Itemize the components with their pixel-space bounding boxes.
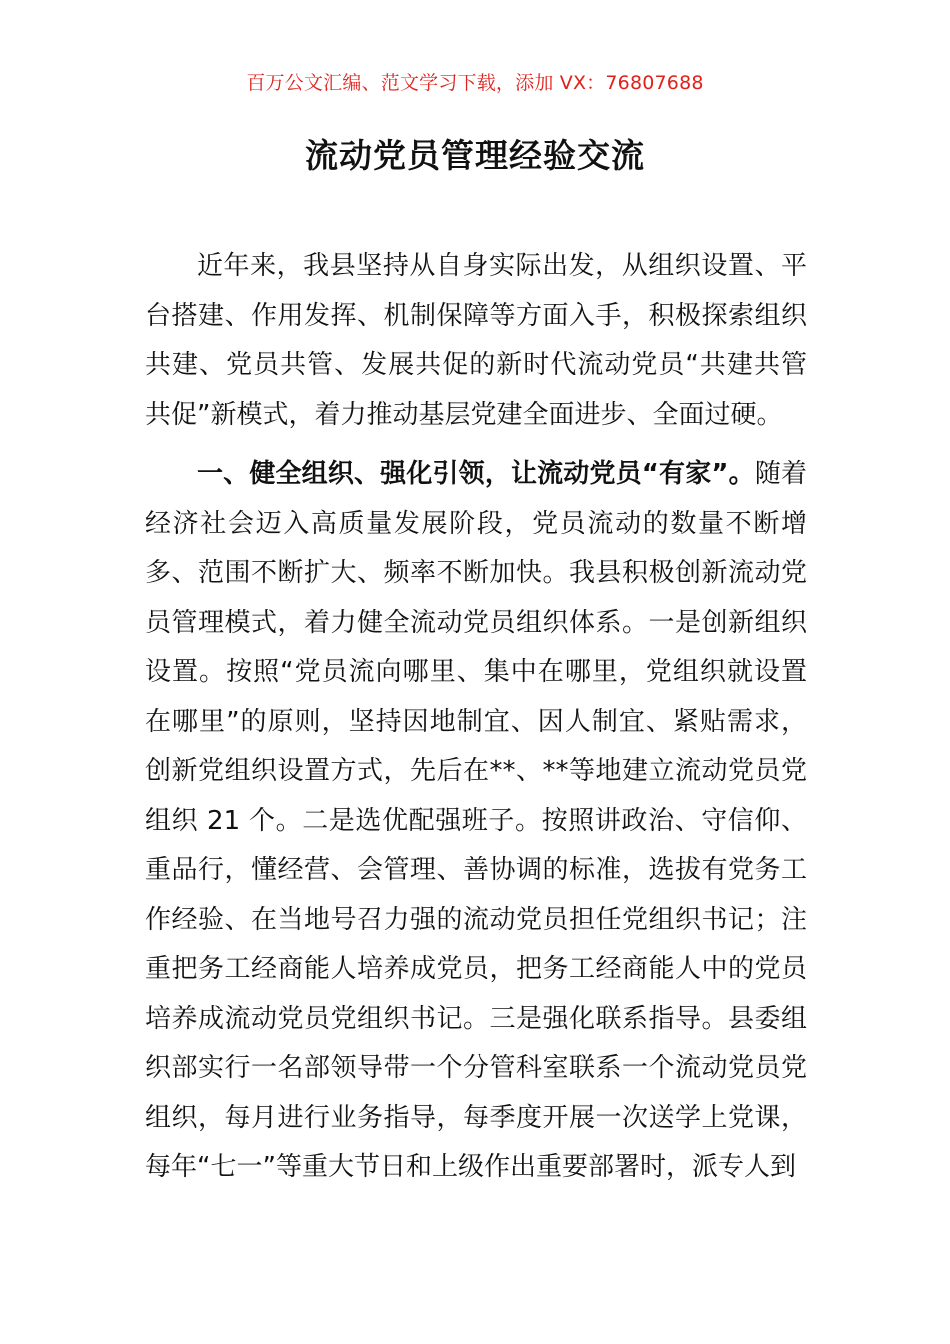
section-one-heading: 一、健全组织、强化引领，让流动党员“有家”。 (197, 459, 755, 489)
document-body (145, 242, 807, 1203)
paragraph-section-one (145, 450, 807, 1193)
paragraph-intro-text: 近年来，我县坚持从自身实际出发，从组织设置、平台搭建、作用发挥、机制保障等方面入手，积极探索组织共建、党员共管、发展共促的新时代流动党员“共建共管共促”新模式，着力推动基层党建全面进步、全面过硬。 (145, 251, 807, 430)
download-notice-header: 百万公文汇编、范文学习下载，添加 VX：76807688 (246, 72, 704, 94)
document-title: 流动党员管理经验交流 (305, 136, 645, 175)
section-one-text: 随着经济社会迈入高质量发展阶段，党员流动的数量不断增多、范围不断扩大、频率不断加快。我县积极创新流动党员管理模式，着力健全流动党员组织体系。一是创新组织设置。按照“党员流向哪里、集中在哪里，党组织就设置在哪里”的原则，坚持因地制宜、因人制宜、紧贴需求，创新党组织设置方式，先后在**、**等地建立流动党员党组织 21 个。二是选优配强班子。按照讲政治、守信仰、重品行，懂经营、会管理、善协调的标准，选拔有党务工作经验、在当地号召力强的流动党员担任党组织书记；注重把务工经商能人培养成党员，把务工经商能人中的党员培养成流动党员党组织书记。三是强化联系指导。县委组织部实行一名部领导带一个分管科室联系一个流动党员党组织，每月进行业务指导，每季度开展一次送学上党课，每年“七一”等重大节日和上级作出重要部署时，派专人到 (145, 459, 807, 1182)
paragraph-intro (145, 242, 807, 440)
